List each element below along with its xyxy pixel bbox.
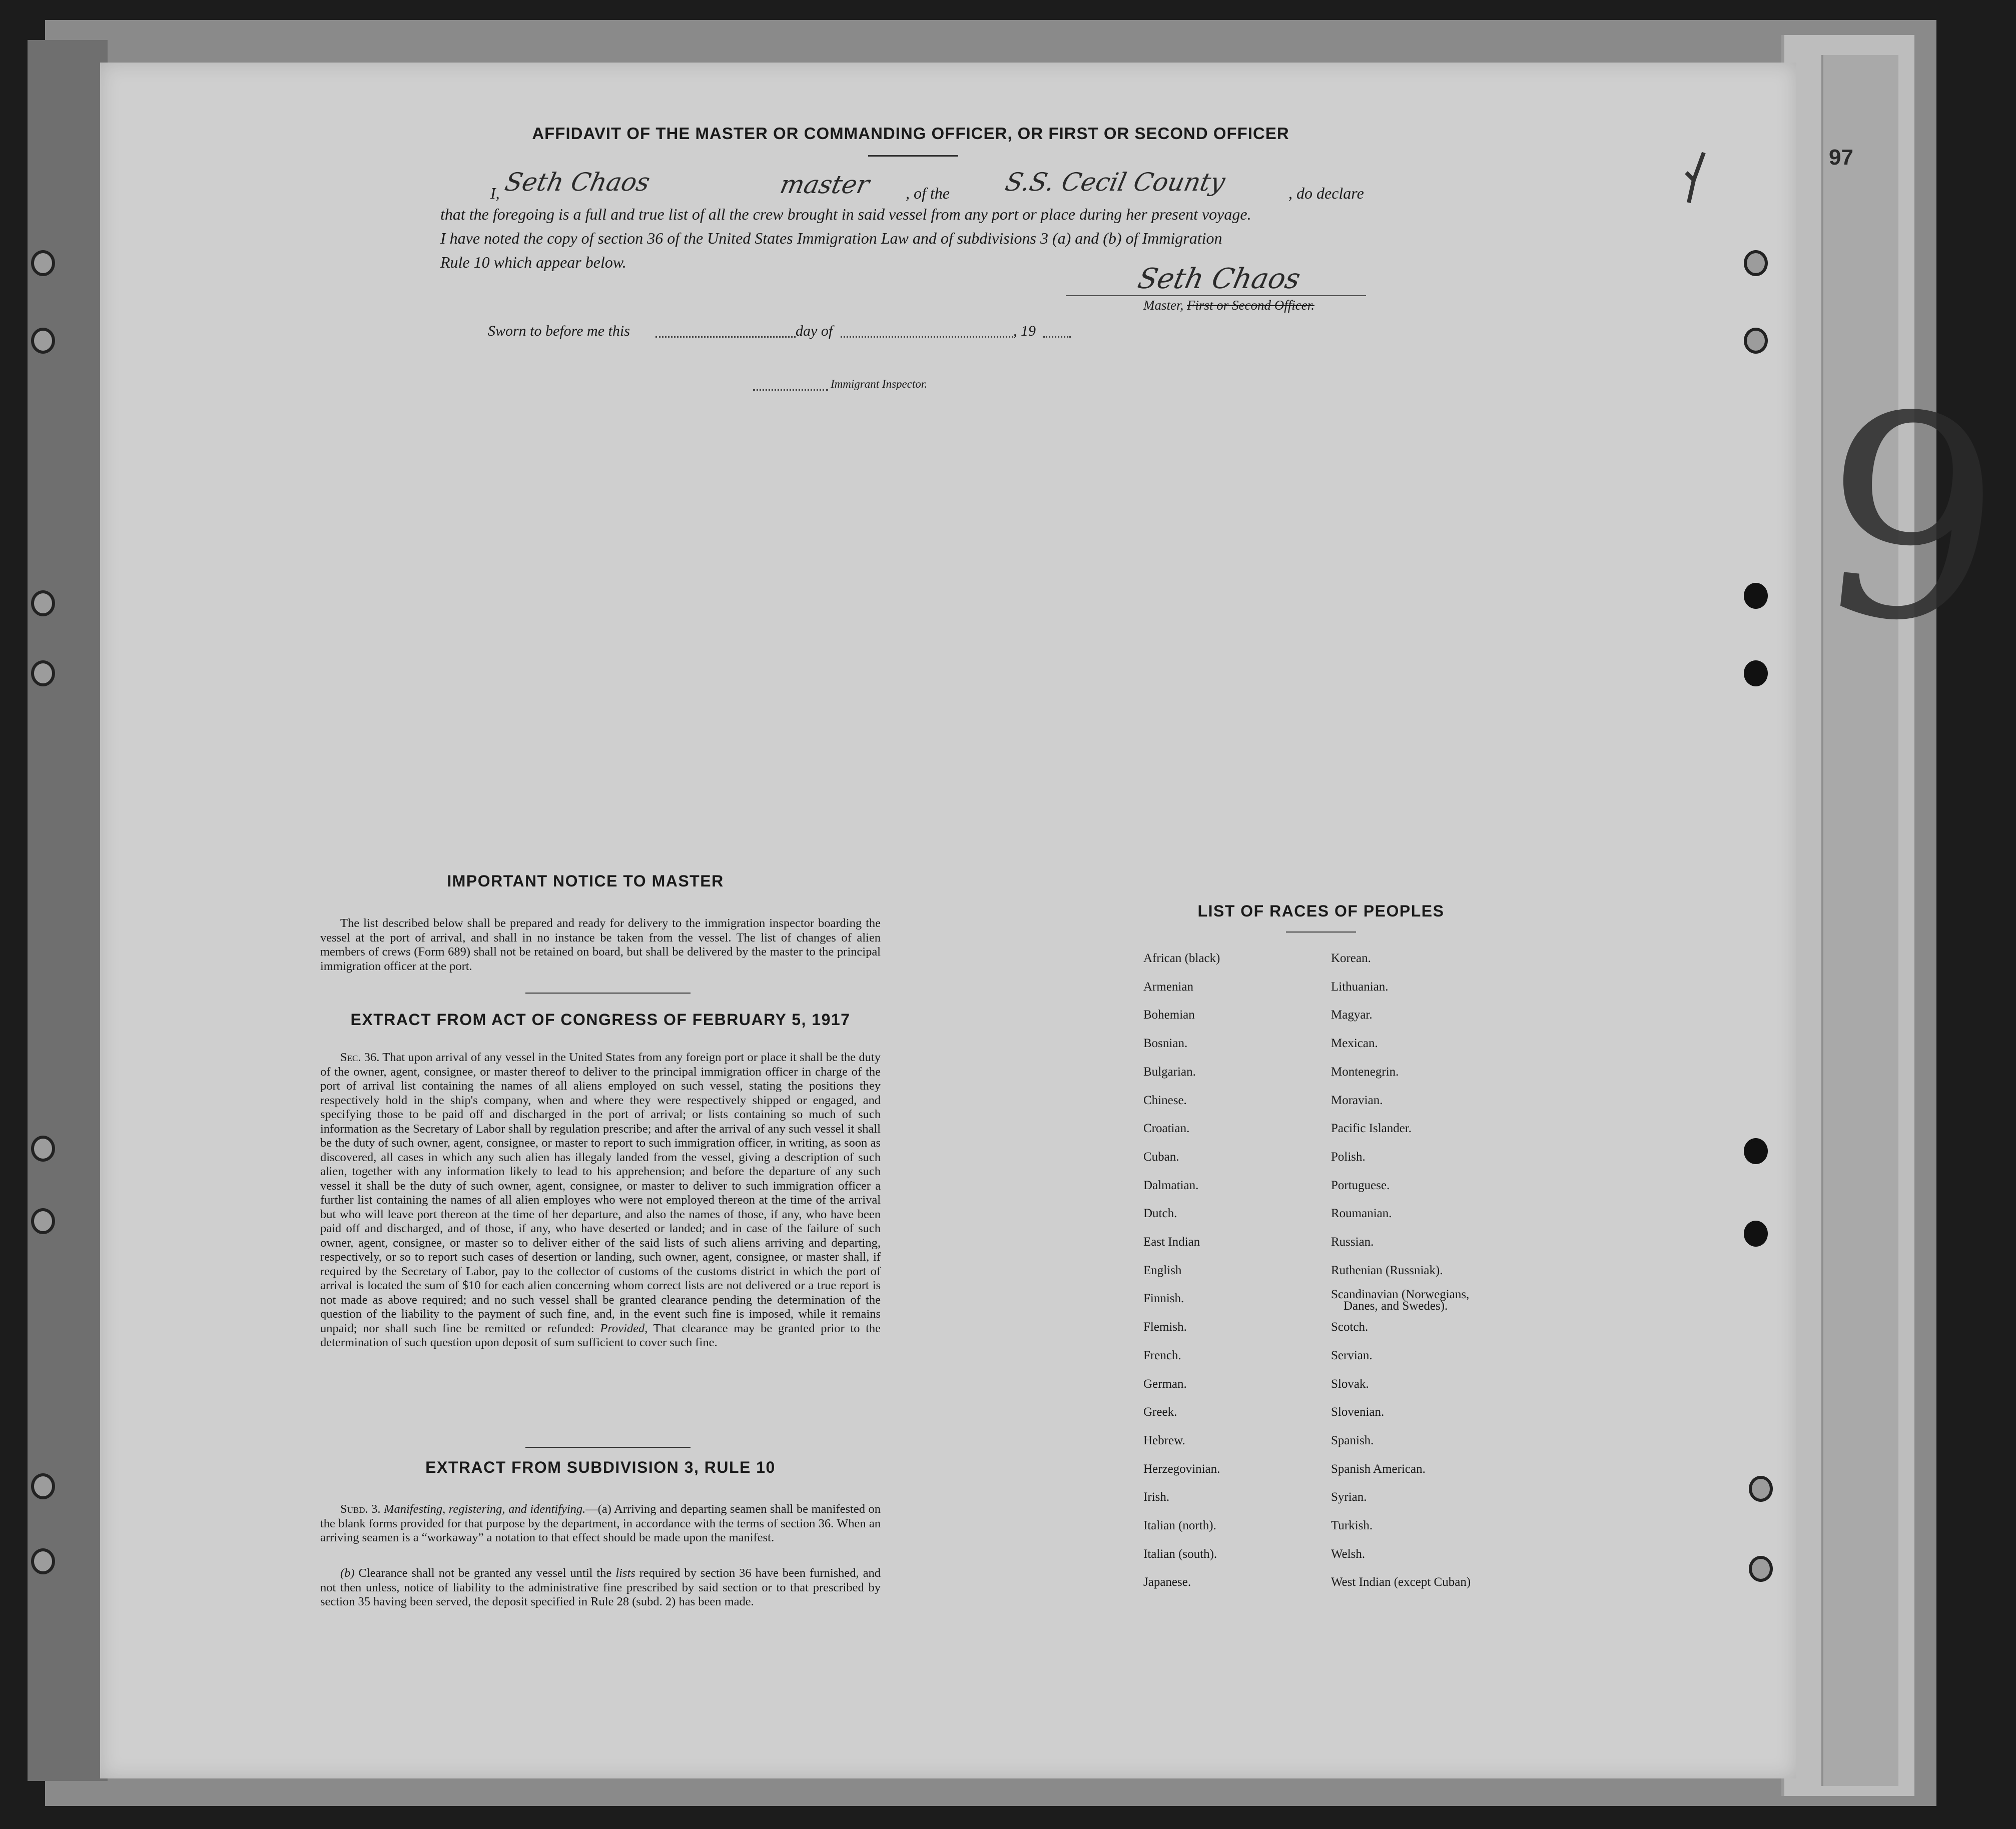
handwritten-signature: Seth Chaos — [1135, 263, 1303, 295]
affidavit-line2: that the foregoing is a full and true list of all the crew brought in said vessel from any port or place during her present voyage. — [440, 205, 1251, 223]
race-item: Magyar. — [1331, 1008, 1373, 1022]
subd-heading: Manifesting, registering, and identifying. — [384, 1502, 586, 1516]
notice-title: IMPORTANT NOTICE TO MASTER — [447, 872, 724, 890]
race-item: Dutch. — [1143, 1207, 1177, 1221]
race-item: Irish. — [1143, 1490, 1170, 1504]
race-item: Greek. — [1143, 1405, 1177, 1419]
race-item: Croatian. — [1143, 1122, 1190, 1136]
affidavit-line3: I have noted the copy of section 36 of the United States Immigration Law and of subdivisions 3 (a) and (b) of Immigration — [440, 229, 1222, 247]
punch-hole-icon — [31, 1208, 55, 1234]
race-item: Cuban. — [1143, 1150, 1179, 1164]
rule-subd-a-text — [320, 1502, 881, 1545]
inspector-signature-line — [753, 389, 828, 391]
race-item: African (black) — [1143, 952, 1220, 965]
race-item: French. — [1143, 1348, 1181, 1362]
punch-hole-icon — [1749, 1476, 1773, 1502]
race-item: Finnish. — [1143, 1292, 1184, 1306]
race-item: Moravian. — [1331, 1093, 1383, 1107]
act-text-main: That upon arrival of any vessel in the United States from any foreign port or place it shall be the duty of the owner, agent, consignee, or master thereof to deliver to the principal immigration officer in charge of the port of arrival list containing the names of all aliens employed on such vessel, stating the positions they respectively hold in the ship's company, when and where they were respectively shipped or engaged, and specifying those to be paid off and discharged in the port of arrival; or lists containing so much of such information as the Secretary of Labor shall by regulation prescribe; and after the arrival of any such vessel it shall be the duty of such owner, agent, consignee, or master to report to such immigration officer, in writing, as soon as discovered, all cases in which any such alien has illegaly landed from the vessel, giving a description of such alien, together with any information likely to lead to his apprehension; and before the departure of any such vessel it shall be the duty of such owner, agent, consignee, or master to deliver to such immigration officer a further list containing the names of all alien employes who were not employed thereon at the time of the arrival but who will leave port thereon at the time of her departure, and also the names of those, if any, who have been paid off and discharged, and of those, if any, who have deserted or landed; and in case of the failure of such owner, agent, consignee, or master so to deliver either of the said lists of such aliens arriving and departing, respectively, or so to report such cases of desertion or landing, such owner, agent, consignee, or master shall, if required by the Secretary of Labor, pay to the collector of customs of the customs district in which the port of arrival is located the sum of $10 for each alien concerning whom correct lists are not delivered or a true report is not made as above required; and no such vessel shall be granted clearance pending the determination of the question of the liability to the payment of such fine, and, in the event such fine is imposed, while it remains unpaid; nor shall such fine be remitted or refunded: — [320, 1051, 881, 1335]
race-item: Hebrew. — [1143, 1433, 1185, 1447]
punch-hole-icon — [31, 1473, 55, 1499]
subd-b-lists: lists — [615, 1566, 635, 1580]
race-item: Syrian. — [1331, 1490, 1367, 1504]
signer-title-struck: First or Second Officer. — [1187, 298, 1314, 313]
sworn-month-line — [841, 336, 1013, 338]
signature-line — [1066, 295, 1366, 296]
stray-page-number: 97 — [1829, 145, 1853, 170]
race-item: Scandinavian (Norwegians, — [1331, 1288, 1470, 1302]
affidavit-line1-start: I, — [490, 184, 500, 202]
handwritten-vessel-name: S.S. Cecil County — [1002, 168, 1228, 197]
affidavit-title: AFFIDAVIT OF THE MASTER OR COMMANDING OFFICER, OR FIRST OR SECOND OFFICER — [532, 124, 1289, 143]
act-extract-text — [320, 1051, 881, 1350]
subd-b-body-1: Clearance shall not be granted any vessel until the — [358, 1566, 612, 1580]
punch-hole-icon — [1744, 328, 1768, 354]
right-page-edge-inner — [1821, 55, 1898, 1786]
handwritten-master-name: Seth Chaos — [502, 168, 653, 197]
race-item: Portuguese. — [1331, 1178, 1390, 1192]
race-item: West Indian (except Cuban) — [1331, 1575, 1471, 1589]
punch-hole-icon — [1744, 1138, 1768, 1164]
punch-hole-icon — [31, 250, 55, 276]
races-title-rule — [1286, 932, 1356, 933]
sworn-year-line — [1043, 336, 1071, 338]
left-page-edge — [28, 40, 108, 1781]
race-item: German. — [1143, 1377, 1187, 1391]
race-item: Bohemian — [1143, 1008, 1195, 1022]
subd-a-body: Arriving and departing seamen shall be manifested on the blank forms provided for that purpose by the department, in accordance with the terms of section 36. When an arriving seamen is a “workaway” a notation to that effect should be made upon the manifest. — [320, 1502, 881, 1544]
notice-text: The list described below shall be prepared and ready for delivery to the immigration inspector boarding the vessel at the port of arrival, and shall in no instance be taken from the vessel. The list of changes of alien members of crews (Form 689) shall not be retained on board, but shall be delivered by the master to the principal immigration officer at the port. — [320, 917, 881, 973]
punch-hole-icon — [31, 1548, 55, 1574]
act-rule — [525, 1447, 691, 1448]
race-item: Dalmatian. — [1143, 1178, 1199, 1192]
race-item: Bulgarian. — [1143, 1065, 1196, 1079]
race-continuation: Danes, and Swedes). — [1343, 1299, 1448, 1313]
punch-hole-icon — [1744, 583, 1768, 609]
act-text-end: That clearance may be granted prior to the determination of such question upon deposit of sum sufficient to cover such fine. — [320, 1321, 881, 1349]
race-item: Lithuanian. — [1331, 980, 1389, 994]
punch-hole-icon — [1744, 1221, 1768, 1247]
race-item: Russian. — [1331, 1235, 1374, 1249]
race-item: Montenegrin. — [1331, 1065, 1399, 1079]
race-item: Spanish American. — [1331, 1462, 1426, 1476]
race-item: Welsh. — [1331, 1547, 1366, 1561]
handwritten-rank: master — [777, 170, 872, 199]
act-extract-title: EXTRACT FROM ACT OF CONGRESS OF FEBRUARY 5, 1917 — [350, 1011, 851, 1029]
race-item: Spanish. — [1331, 1433, 1374, 1447]
punch-hole-icon — [31, 660, 55, 686]
inspector-label: Immigrant Inspector. — [831, 378, 927, 390]
sworn-year: , 19 — [1013, 323, 1036, 339]
race-item: Armenian — [1143, 980, 1193, 994]
subd-a-label: —(a) — [585, 1502, 611, 1516]
sworn-text: Sworn to before me this — [488, 323, 630, 339]
margin-handwritten-number: 9 — [1804, 349, 2016, 692]
race-item: English — [1143, 1263, 1182, 1277]
races-title: LIST OF RACES OF PEOPLES — [1197, 902, 1445, 920]
race-item: Slovenian. — [1331, 1405, 1385, 1419]
subd-b-label: (b) — [340, 1566, 355, 1580]
act-provided: Provided, — [600, 1321, 648, 1335]
rule-extract-title: EXTRACT FROM SUBDIVISION 3, RULE 10 — [425, 1458, 776, 1476]
race-item: Ruthenian (Russniak). — [1331, 1263, 1443, 1277]
race-item: Pacific Islander. — [1331, 1122, 1412, 1136]
sworn-day-of: day of — [796, 323, 833, 339]
race-item: Herzegovinian. — [1143, 1462, 1220, 1476]
punch-hole-icon — [1744, 660, 1768, 686]
signer-title-kept: Master, — [1143, 298, 1184, 313]
race-item: Japanese. — [1143, 1575, 1191, 1589]
affidavit-line4: Rule 10 which appear below. — [440, 253, 626, 271]
punch-hole-icon — [31, 1136, 55, 1162]
race-item: Polish. — [1331, 1150, 1366, 1164]
race-item: Chinese. — [1143, 1093, 1187, 1107]
race-item: Italian (south). — [1143, 1547, 1217, 1561]
affidavit-line1-of-the: , of the — [906, 184, 950, 202]
punch-hole-icon — [1744, 250, 1768, 276]
race-item: Italian (north). — [1143, 1519, 1216, 1532]
race-item: Bosnian. — [1143, 1037, 1188, 1051]
punch-hole-icon — [31, 590, 55, 616]
subd-label: Subd. 3. — [340, 1502, 381, 1516]
sworn-day-line — [655, 336, 796, 338]
section-label: Sec. 36. — [340, 1051, 380, 1064]
affidavit-line1-declare: , do declare — [1288, 184, 1364, 202]
race-item: Korean. — [1331, 952, 1371, 965]
signer-title — [1143, 298, 1314, 313]
race-item: East Indian — [1143, 1235, 1200, 1249]
race-item: Turkish. — [1331, 1519, 1373, 1532]
race-item: Mexican. — [1331, 1037, 1378, 1051]
race-item: Flemish. — [1143, 1320, 1187, 1334]
race-item: Slovak. — [1331, 1377, 1369, 1391]
race-item: Servian. — [1331, 1348, 1373, 1362]
check-mark-icon — [1684, 150, 1709, 205]
punch-hole-icon — [1749, 1556, 1773, 1582]
race-item: Roumanian. — [1331, 1207, 1392, 1221]
race-item: Scotch. — [1331, 1320, 1369, 1334]
punch-hole-icon — [31, 328, 55, 354]
rule-subd-b-text — [320, 1566, 881, 1609]
subd-b-body-2: required by section 36 have been furnished, and not then unless, notice of liability to the administrative fine prescribed by said section or to that prescribed by section 35 having been served, the deposit specified in Rule 28 (subd. 2) has been made. — [320, 1566, 881, 1608]
notice-rule — [525, 993, 691, 994]
affidavit-title-rule — [868, 155, 958, 157]
